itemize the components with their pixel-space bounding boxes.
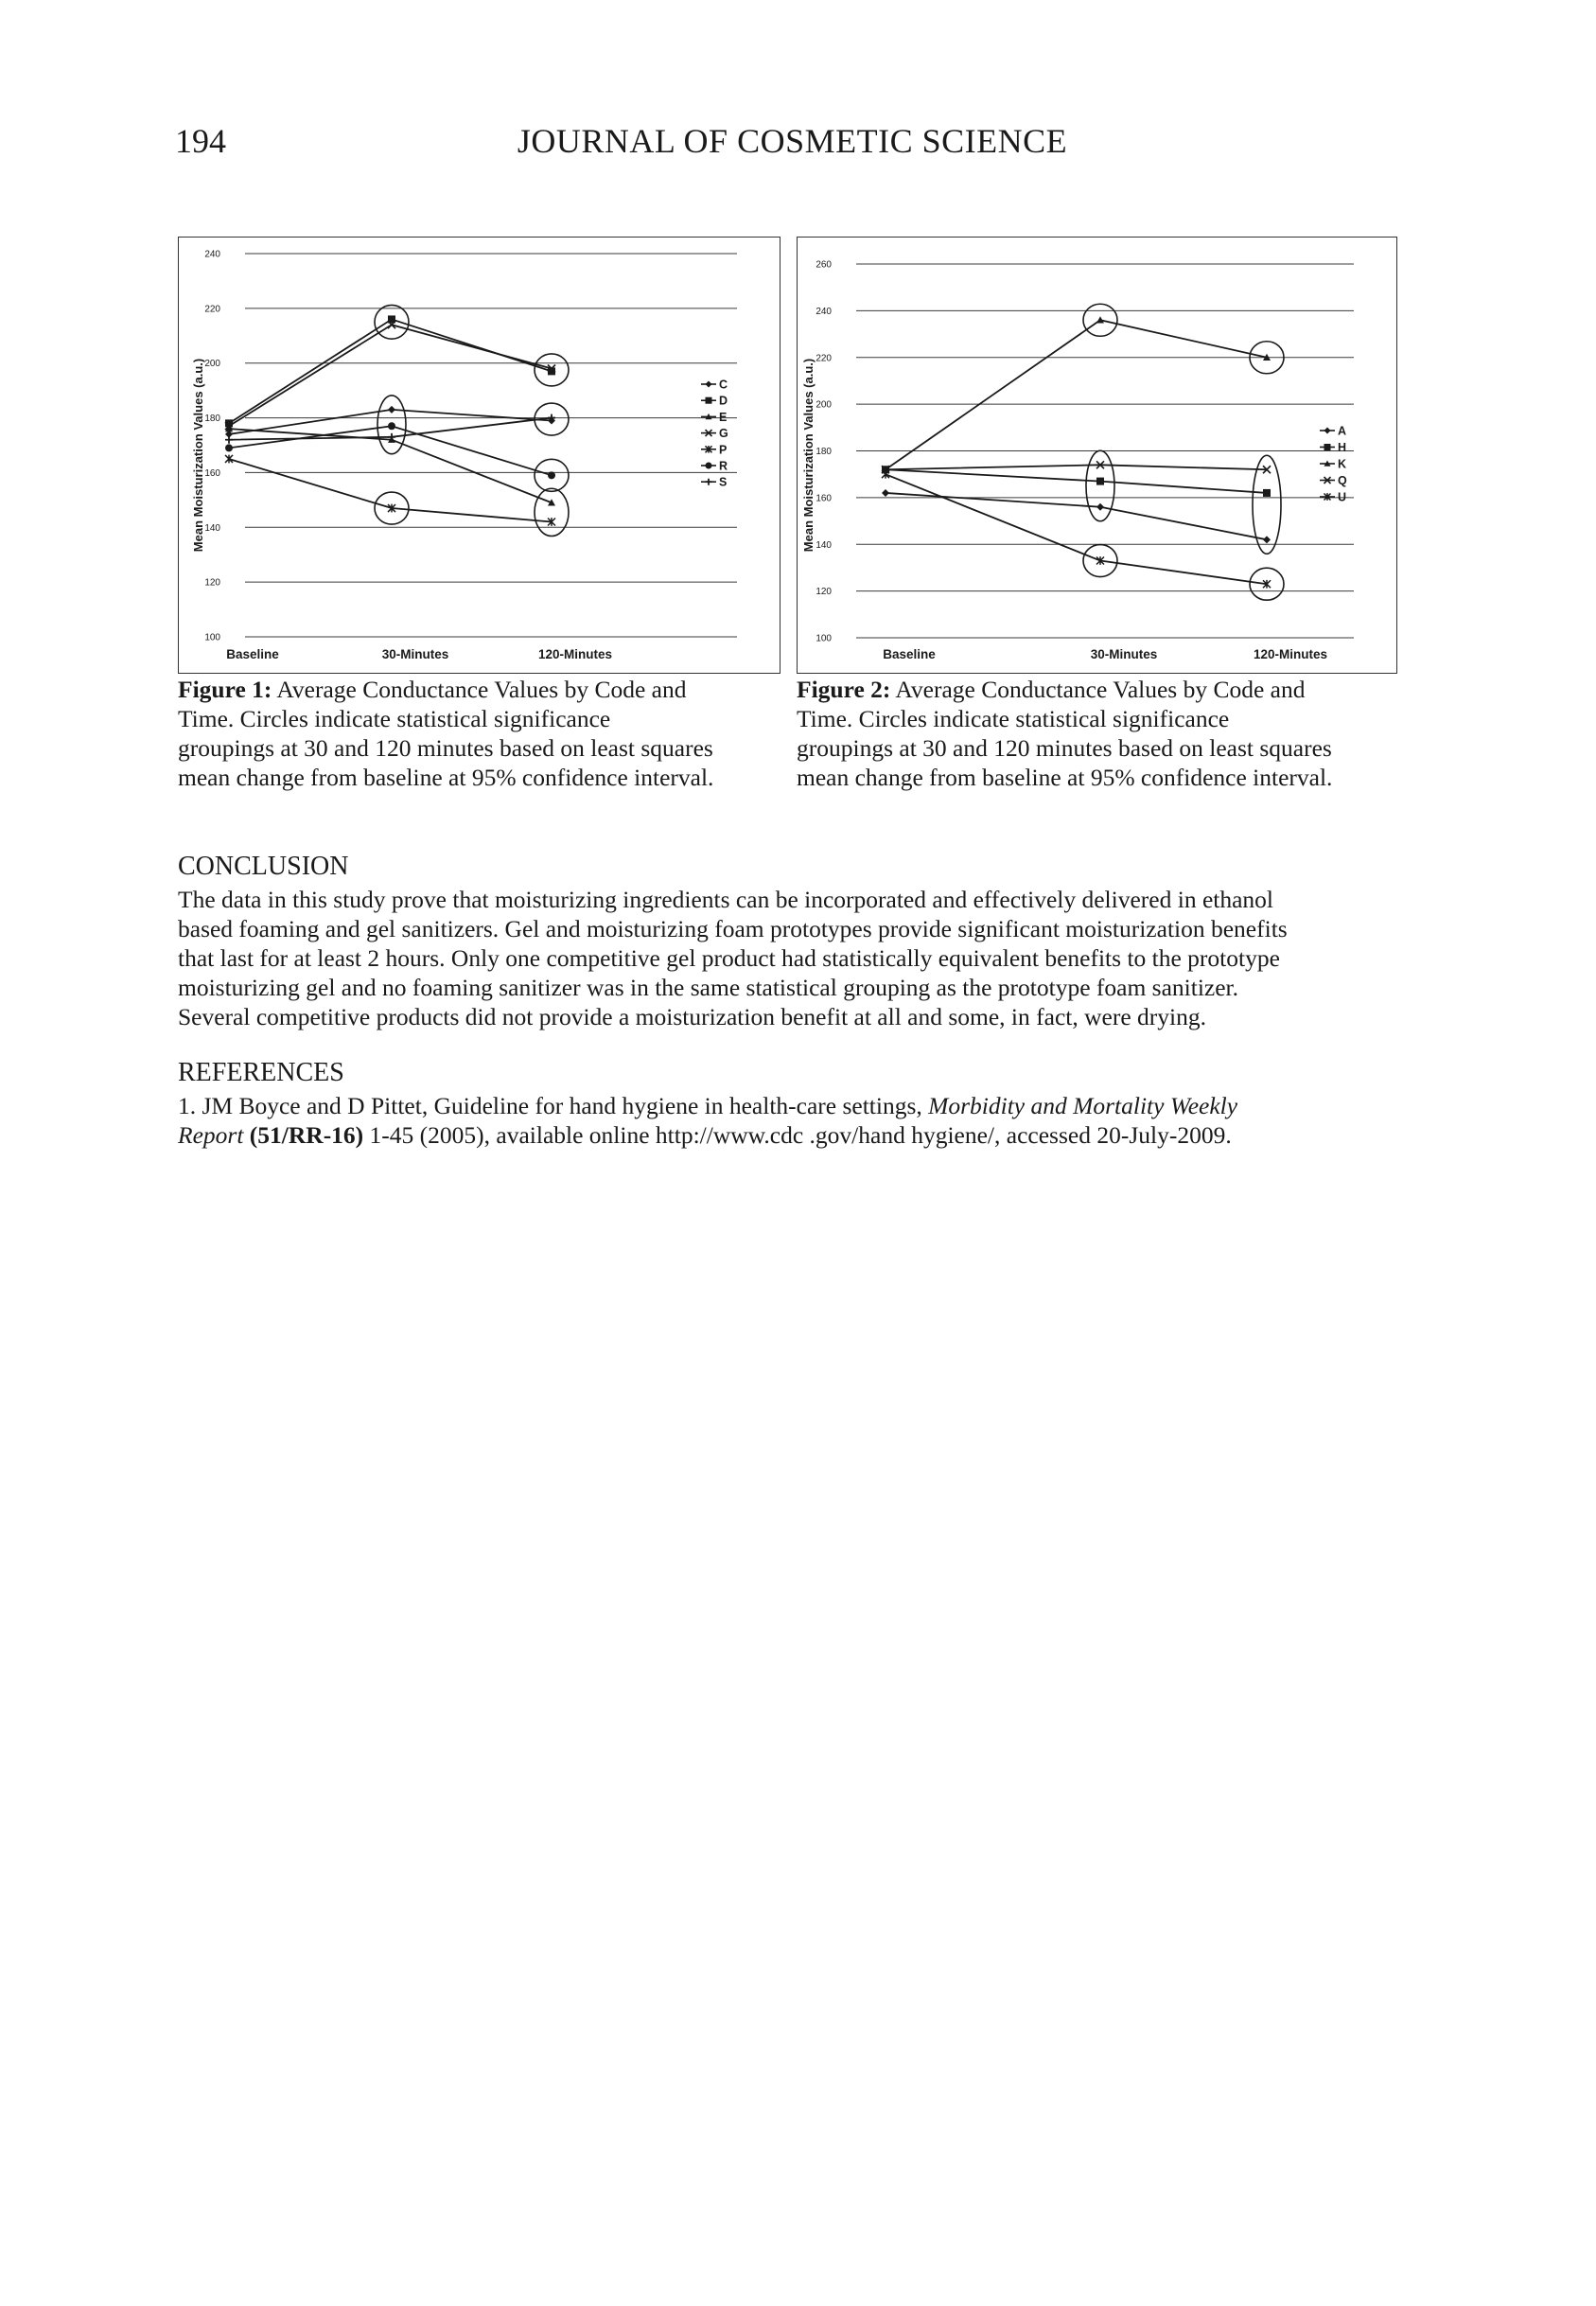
data-point-A xyxy=(1096,503,1104,511)
data-point-H xyxy=(1263,489,1271,497)
figure-1-chart xyxy=(178,237,780,674)
series-line-H xyxy=(886,469,1267,493)
legend-marker-C xyxy=(706,381,712,388)
y-tick-label: 100 xyxy=(816,633,832,644)
legend-label-D: D xyxy=(719,394,728,408)
x-category-label: Baseline xyxy=(883,647,936,661)
legend-marker-A xyxy=(1324,428,1331,434)
y-tick-label: 220 xyxy=(816,353,832,364)
page-number: 194 xyxy=(175,122,226,160)
x-category-label: 30-Minutes xyxy=(1090,647,1158,661)
data-point-C xyxy=(388,406,395,414)
conclusion-heading: CONCLUSION xyxy=(178,852,349,881)
reference-volume: (51/RR-16) xyxy=(249,1121,364,1149)
y-tick-label: 200 xyxy=(204,359,220,370)
conclusion-body xyxy=(178,885,1398,1031)
figure-2-chart xyxy=(797,237,1397,674)
series-line-R xyxy=(229,426,552,475)
reference-item xyxy=(178,1091,1398,1150)
y-tick-label: 160 xyxy=(204,467,220,479)
series-line-K xyxy=(886,320,1267,469)
reference-prefix: 1. JM Boyce and D Pittet, Guideline for hand hygiene in health-care settings, xyxy=(178,1092,929,1119)
figure-1-chart-svg xyxy=(179,238,781,675)
legend-label-K: K xyxy=(1338,457,1347,471)
figure-1-caption-label: Figure 1: xyxy=(178,676,272,703)
y-tick-label: 260 xyxy=(816,259,832,271)
legend-marker-H xyxy=(1324,444,1331,450)
x-category-label: Baseline xyxy=(226,647,279,661)
x-category-label: 30-Minutes xyxy=(381,647,449,661)
y-tick-label: 240 xyxy=(816,306,832,317)
legend-label-E: E xyxy=(719,410,728,424)
journal-title: JOURNAL OF COSMETIC SCIENCE xyxy=(517,122,1068,160)
conclusion-line: based foaming and gel sanitizers. Gel and moisturizing foam prototypes provide significant moisturization benefits xyxy=(178,915,1288,942)
data-point-U xyxy=(882,470,889,479)
y-tick-label: 120 xyxy=(204,577,220,589)
conclusion-line: Several competitive products did not provide a moisturization benefit at all and some, in fact, were drying. xyxy=(178,1003,1206,1030)
data-point-R xyxy=(548,471,555,479)
data-point-H xyxy=(1096,478,1104,485)
y-tick-label: 240 xyxy=(204,249,220,260)
data-point-A xyxy=(1263,536,1271,543)
references-heading: REFERENCES xyxy=(178,1058,344,1087)
y-tick-label: 160 xyxy=(816,493,832,504)
conclusion-line: that last for at least 2 hours. Only one competitive gel product had statistically equivalent benefits to the prototype xyxy=(178,944,1280,972)
y-axis-label: Mean Moisturization Values (a.u.) xyxy=(191,358,205,553)
y-tick-label: 180 xyxy=(204,414,220,425)
figure-1-caption-line: Time. Circles indicate statistical significance xyxy=(178,705,611,732)
figure-1-caption-line: groupings at 30 and 120 minutes based on least squares xyxy=(178,734,713,762)
x-category-label: 120-Minutes xyxy=(537,647,613,661)
x-category-label: 120-Minutes xyxy=(1253,647,1328,661)
legend-label-R: R xyxy=(719,459,728,473)
legend-label-S: S xyxy=(719,475,728,489)
legend-marker-R xyxy=(706,463,712,469)
reference-journal: Morbidity and Mortality Weekly xyxy=(928,1092,1238,1119)
figure-2-caption-line: Time. Circles indicate statistical significance xyxy=(797,705,1230,732)
legend-label-G: G xyxy=(719,427,728,441)
data-point-A xyxy=(882,489,889,497)
figure-1-caption-line: mean change from baseline at 95% confidence interval. xyxy=(178,764,714,791)
figure-1-caption xyxy=(178,675,745,792)
y-tick-label: 220 xyxy=(204,304,220,315)
data-point-R xyxy=(225,444,233,451)
series-line-A xyxy=(886,493,1267,539)
reference-journal: Report xyxy=(178,1121,244,1149)
figure-2-caption-line: Average Conductance Values by Code and xyxy=(890,676,1306,703)
data-point-R xyxy=(388,422,395,430)
legend-label-Q: Q xyxy=(1338,474,1347,487)
figure-2-chart-svg xyxy=(798,238,1398,675)
figure-2-caption-line: mean change from baseline at 95% confidence interval. xyxy=(797,764,1333,791)
reference-suffix: 1-45 (2005), available online http://www.cdc .gov/hand hygiene/, accessed 20-July-2009. xyxy=(363,1121,1232,1149)
conclusion-line: moisturizing gel and no foaming sanitizer was in the same statistical grouping as the prototype foam sanitizer. xyxy=(178,974,1239,1001)
figure-2-caption-label: Figure 2: xyxy=(797,676,891,703)
y-axis-label: Mean Moisturization Values (a.u.) xyxy=(801,358,816,553)
y-tick-label: 180 xyxy=(816,447,832,457)
series-line-P xyxy=(229,459,552,522)
y-tick-label: 140 xyxy=(204,522,220,534)
data-point-S xyxy=(225,436,233,444)
legend-label-C: C xyxy=(719,378,728,392)
legend-label-U: U xyxy=(1338,490,1347,504)
data-point-K xyxy=(1096,316,1104,323)
conclusion-line: The data in this study prove that moisturizing ingredients can be incorporated and effectively delivered in ethanol xyxy=(178,886,1273,913)
significance-circle xyxy=(535,488,569,536)
series-line-C xyxy=(229,410,552,434)
figure-2-caption xyxy=(797,675,1364,792)
series-line-Q xyxy=(886,465,1267,469)
legend-marker-D xyxy=(706,397,712,404)
legend-label-P: P xyxy=(719,443,728,457)
running-head xyxy=(175,121,1410,168)
figure-1-caption-line: Average Conductance Values by Code and xyxy=(272,676,687,703)
legend-label-H: H xyxy=(1338,441,1347,454)
y-tick-label: 100 xyxy=(204,632,220,643)
figure-2-caption-line: groupings at 30 and 120 minutes based on least squares xyxy=(797,734,1332,762)
legend-label-A: A xyxy=(1338,424,1347,438)
legend-marker-S xyxy=(706,479,712,485)
y-tick-label: 200 xyxy=(816,399,832,411)
y-tick-label: 120 xyxy=(816,587,832,598)
y-tick-label: 140 xyxy=(816,539,832,551)
